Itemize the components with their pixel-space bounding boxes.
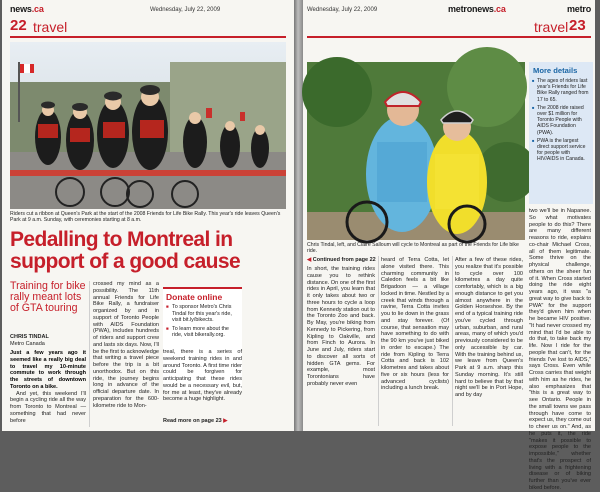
article-column-7: two we'll be in Napanee. So what motivates people to do this? There are many different reasons to ride, explains co-chair Michael Cross, all of them legitimate. Some thrive on the physical challenge, others on the sheer fun of it. When Cross started doing the ride eight years ago, it was "a great way to give back to PWA" for the support they'd given him when he became HIV positive. "It had never crossed my mind that I'd be able to do that, to take back my life. Now I ride for the people that can't, for the friends I've lost to AIDS," says Cross. Even while Cross carries that weight with him as he rides, he also emphasizes that "this is a great way to see Ontario. People in the small towns we pass through have come to expect us, they come out to cheer us on." And, as he puts it, the ride "makes it possible to expose people to the impossible," whether that's the prospect of living with a frightening disease or of biking further than you've ever biked before. [529, 208, 591, 491]
photo-caption-left: Riders cut a ribbon at Queen's Park at the start of the 2008 Friends for Life Bike Rally. This year's ride leaves Queen's Park at 9 a.m. Sunday, with ceremonies starting at 8 a.m. [10, 211, 281, 224]
donate-list [163, 304, 242, 339]
metro-corner-logo: metro [567, 4, 592, 14]
photo-caption-right: Chris Tindal, left, and Claire Salloum will cycle to Montreal as part of the Friends for Life bike ride. [307, 242, 519, 255]
page-number-right: 23 [569, 17, 586, 34]
article-column-2: crossed my mind as a possibility. The 11th annual Friends for Life Bike Rally, a fundraiser organized by and in support of Toronto People with AIDS Foundation (PWA), includes hundreds of riders and support crew and lasts six days. Now, I'll be the first to acknowledge that writing a travel piece before the trip is a bit unorthodox. But on this ride, the journey begins long in advance of the official departure date. In preparation for the 600-kilometre ride to Mon- [93, 281, 159, 409]
right-page [303, 0, 595, 491]
more-details-item: ■ The 2008 ride raised over $1 million for Toronto People with AIDS Foundation (PWA). [532, 105, 590, 136]
issue-date-right: Wednesday, July 22, 2009 [307, 7, 378, 13]
left-page [2, 0, 294, 431]
article-column-1-body: And yet, this weekend I'll begin a cycling ride all the way from Toronto to Montreal — something that had never before [10, 390, 86, 424]
more-details-list [529, 78, 593, 163]
article-column-3: treal, there is a series of weekend training rides in and around Toronto. A first time rider could be forgiven for anticipating that these rides would be a necessary evil, but, for me at least, they've already become a huge highlight. [163, 349, 242, 403]
byline-name: CHRIS TINDAL [10, 334, 49, 340]
column-divider [378, 256, 379, 426]
more-details-item: ■ PWA is the largest direct support service for people with HIV/AIDS in Canada. [532, 138, 590, 163]
byline-org: Metro Canada [10, 340, 45, 347]
issue-date-left: Wednesday, July 22, 2009 [150, 7, 221, 13]
byline [10, 334, 49, 347]
section-rule-right [307, 36, 591, 38]
article-column-5: heard of Terra Cotta, let alone visited there. This charming community in Caledon feels a bit like Brigadoon — a village locked in time. Nestled by a creek that winds through a ravine, Terra Cotta invites you to lie down in the grass and stay forever. (Of course, that sensation may have something to do with the 90 km you've just biked in order to escape.) The ride from Kipling to Terra Cotta and back is 102 kilometres and takes about five or six hours (less for advanced cyclists) including a lunch break. [381, 257, 449, 392]
article-headline [10, 229, 286, 273]
read-more-link[interactable]: Read more on page 23 ▶ [163, 418, 228, 424]
article-column-1 [10, 350, 86, 424]
riders-portrait-photo [307, 62, 525, 240]
headline-line-2: support of a good cause [10, 250, 241, 273]
article-lead: Just a few years ago it seemed like a really big deal to travel my 10-minute commute to work through the streets of downtown Toronto on a bike. [10, 350, 86, 390]
continued-from-link[interactable]: ◀ Continued from page 22 [307, 257, 376, 263]
donate-item: ■ To learn more about the ride, visit bikerally.org. [166, 326, 239, 339]
masthead-left: news.ca [10, 4, 44, 14]
more-details-item: ■ The ages of riders last year's Friends for Life Bike Rally ranged from 17 to 65. [532, 78, 590, 103]
masthead-right: metronews.ca [448, 4, 506, 14]
column-divider [89, 281, 90, 427]
article-column-6: After a few of these rides, you realize that it's possible to cycle over 100 kilometres a day quite comfortably, which is a big enough distance to get you almost anywhere in the Golden Horseshoe. By the end of a typical training ride you've cycled through urban, suburban, and rural areas, many of which you'd previously considered to be only accessible by car. With the training behind us, we leave from Queen's Park at 9 a.m. sharp this Sunday morning. It's still hard to believe that by that night we'll be in Port Hope, and by day [455, 257, 523, 398]
section-name-right: travel [534, 19, 569, 35]
section-rule-left [10, 36, 286, 38]
headline-line-1: Pedalling to Montreal in [10, 228, 233, 251]
column-divider [452, 256, 453, 426]
donate-item: ■ To sponsor Metro's Chris Tindal for this year's ride, visit bit.ly/bikects. [166, 304, 239, 324]
page-gutter [294, 0, 303, 431]
section-name-left: travel [33, 19, 68, 35]
article-column-4: In short, the training rides cause you to rethink distance. On one of the first rides in April, you learn that it only takes about two or three hours to cycle a loop from Kennedy station out to the Toronto Zoo and back. By May, you're biking from Kennedy to Pickering, from Kipling to Oakville, and from Finch to Aurora. In June and July, riders start to discover all sorts of hidden GTA gems. For example, most Torontonians have probably never even [307, 266, 375, 387]
bike-rally-start-photo [10, 42, 286, 209]
article-deck: Training for bike rally meant lots of GTA touring [10, 280, 86, 315]
donate-title: Donate online [166, 292, 223, 302]
more-details-title: More details [533, 66, 578, 75]
page-number-left: 22 [10, 17, 27, 34]
more-details-sidebar [529, 62, 593, 204]
